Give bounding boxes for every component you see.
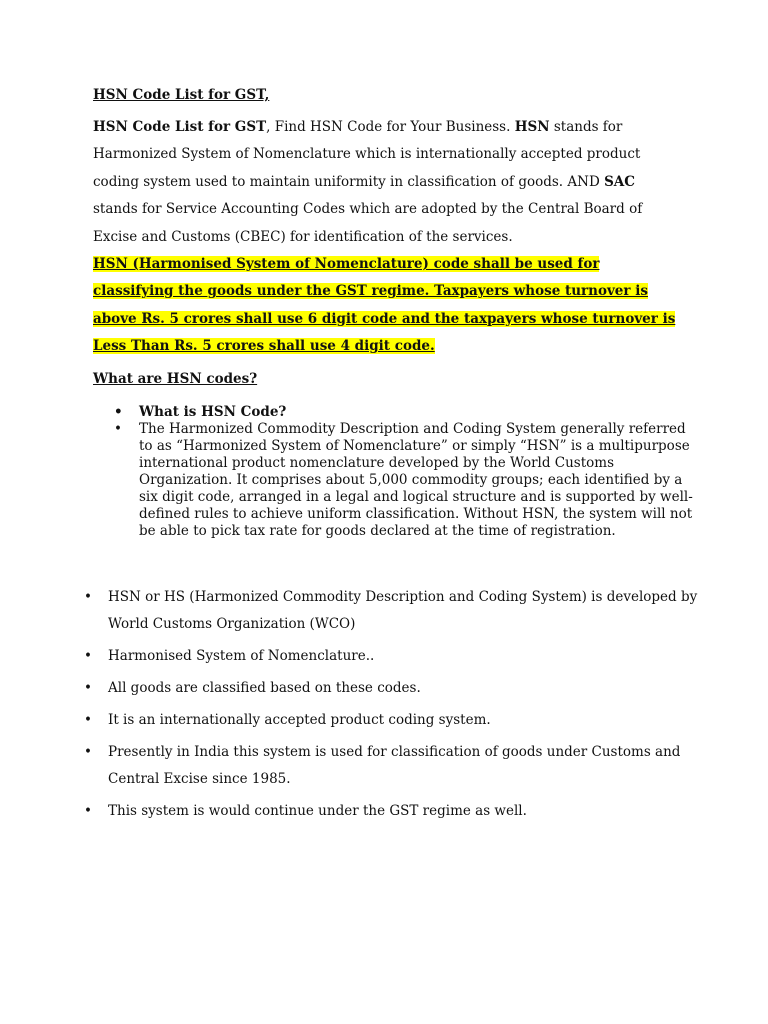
list-item — [84, 739, 708, 794]
list-item — [84, 798, 708, 825]
list-item-text: Harmonised System of Nomenclature.. — [108, 648, 375, 665]
bullet-icon: • — [114, 421, 122, 437]
list-item-text: This system is would continue under the GST regime as well. — [108, 802, 527, 819]
list-item-text: It is an internationally accepted product coding system. — [108, 711, 491, 728]
list-item-text: All goods are classified based on these codes. — [108, 680, 421, 696]
bullet-icon: • — [84, 743, 92, 760]
intro-part-2: stands for Harmonized System of Nomenclature which is internationally accepted product coding system used to maintain uniformity in classification of goods. AND — [93, 119, 641, 190]
list-item — [114, 404, 699, 421]
highlighted-paragraph — [93, 251, 683, 361]
list-item-text: Presently in India this system is used for classification of goods under Customs and Central Excise since 1985. — [108, 743, 681, 787]
intro-part-1: , Find HSN Code for Your Business. — [266, 119, 515, 135]
list-item-text: The Harmonized Commodity Description and Coding System generally referred to as “Harmonized System of Nomenclature” or simply “HSN” is a multipurpose international product nomenclature developed by the World Customs Organization. It comprises about 5,000 commodity groups; each identified by a six digit code, arranged in a legal and logical structure and is supported by well-defined rules to achieve uniform classification. Without HSN, the system will not be able to pick tax rate for goods declared at the time of registration. — [139, 421, 693, 539]
bullet-icon: • — [84, 711, 92, 728]
intro-hsn-bold: HSN — [514, 119, 550, 135]
list-item — [84, 675, 708, 702]
list-item — [84, 643, 708, 670]
section-heading: What are HSN codes? — [93, 371, 258, 387]
intro-paragraph — [93, 114, 683, 251]
highlighted-text: HSN (Harmonised System of Nomenclature) code shall be used for classifying the goods under the GST regime. Taxpayers whose turnover is above Rs. 5 crores shall use 6 digit code and the taxpayers whose turnover is Less Than Rs. 5 crores shall use 4 digit code. — [93, 256, 676, 355]
bullet-icon: • — [84, 802, 92, 819]
list-item — [84, 584, 708, 639]
bullet-icon: • — [114, 404, 123, 420]
hsn-facts-list — [80, 584, 708, 830]
intro-part-3: stands for Service Accounting Codes which are adopted by the Central Board of Excise and Customs (CBEC) for identification of the services. — [93, 201, 643, 245]
list-item-text: HSN or HS (Harmonized Commodity Description and Coding System) is developed by World Customs Organization (WCO) — [108, 589, 698, 633]
document-title: HSN Code List for GST, — [93, 87, 270, 103]
bullet-icon: • — [84, 648, 92, 665]
bullet-icon: • — [84, 680, 92, 696]
list-item — [84, 707, 708, 734]
bullet-icon: • — [84, 589, 92, 605]
intro-lead-bold: HSN Code List for GST — [93, 119, 267, 135]
hsn-definition-list — [110, 404, 699, 540]
list-item-text: What is HSN Code? — [139, 404, 287, 420]
intro-sac-bold: SAC — [604, 173, 636, 190]
list-item — [114, 421, 699, 540]
